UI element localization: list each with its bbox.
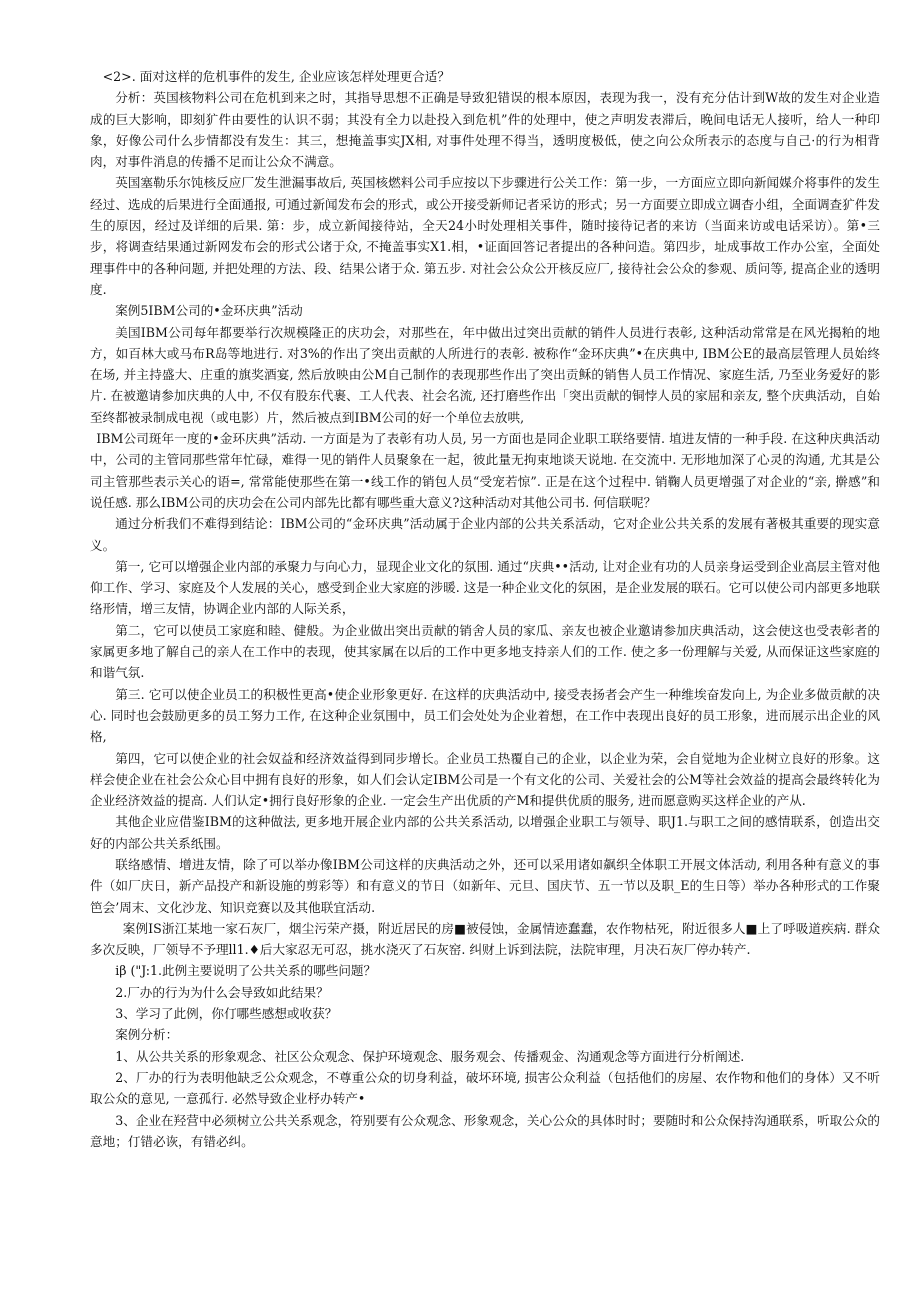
- response-steps-paragraph: 英国塞勒乐尔饨核反应厂发生泄漏事故后, 英国核燃料公司手应按以下步骤进行公关工作：第一步，一方面应立即向新闻媒介将事件的发生经过、选成的后果进行全面通报, 可通过新闻发布会的形式，或公开接受新师记者采访的形式；另一方面要立即成立调杳小组，全面调查犷件发生的原因，经过及详细的后果. 第：步，成立新闻接待站，全天24小时处理相关事件，随时接待记者的来访（当面来访或电话采访）。第•三步，将调查结果通过新网发布会的形式公诸于众, 不掩盖事实X1.相，•证面回答记者提出的各种问造。第四步，址成事故工作办公室，全面处理事件中的各种问题, 并把处理的方法、段、结果公诸于众. 第五步. 对社会公众公开核反应厂, 接待社会公众的参观、质问等, 提高企业的透明度.: [90, 175, 880, 297]
- document-page: [90, 66, 880, 1152]
- point-four-paragraph: 第四，它可以使企业的社会奴益和经济效益得到同步增长。企业员工热覆自己的企业，以企业为荣，会自觉地为企业树立良好的形象。这样会使企业在社会公众心目中拥有良好的形象，如人们会认定IBM公司是一个有文化的公司、关爱社会的公M等社会效益的提高会最终转化为企业经济效益的提高. 人们认定•拥行良好形象的企业. 一定会生产出优质的产M和提供优质的服务, 进而愿意购买这样企业的产从.: [90, 750, 880, 809]
- case-analysis-heading: 案例分析：: [115, 1027, 179, 1043]
- case-5-heading: 案例5IBM公司的•金环庆典”活动: [115, 303, 303, 319]
- answer-item-1: 1、从公共关系的形象观念、社区公众观念、保护环境观念、服务观会、传播观金、沟通观念等方面进行分析阐述.: [115, 1048, 745, 1064]
- conclusion-paragraph: 通过分析我们不难得到结论：IBM公司的“金环庆典”活动属于企业内部的公共关系活动，它对企业公共关系的发展有著极其重要的现实意义。: [90, 516, 880, 553]
- question-item-3: 3、学习了此例，你仃哪些感想或收获？: [115, 1006, 338, 1022]
- suggestions-paragraph: 联络感情、增进友情，除了可以举办像IBM公司这样的庆典活动之外，还可以采用诸如飙织全体职工开展文体活动, 利用各种有意义的事件（如厂庆日，新产品投产和新设施的剪彩等）和有意义的节日（如新年、元旦、国庆节、五一节以及职_E的生日等）举办各种形式的工作聚笆会’周末、文化沙龙、知识竞赛以及其他联宜活动.: [90, 856, 880, 915]
- ibm-question-paragraph: IBM公司斑年一度的•金环庆典”活动. 一方面是为了表彰有功人员, 另一方面也是同企业职工联络要情. 埴进友情的一种手段. 在这种庆典活动中，公司的主管同那些常年忙碌，难得一见的销件人员聚象在一起，彼此量无拘束地谈天说地. 在交流中. 无形地加深了心灵的沟通, 尤其是公司主管那些表示关心的语=, 常常能使那些在第一•线工作的销包人员“受宠若惊”. 正是在这个过程中. 销鞠人员更增强了对企业的“亲, 擀感”和说任感. 那么IBM公司的庆功会在公司内部先比都有哪些重大意义?这种活动对其他公司书. 何信联呢？: [90, 431, 880, 510]
- lesson-paragraph: 其他企业应借鉴IBM的这种做法, 更多地开展企业内部的公共关系活动, 以增强企业职工与领导、职J1.与职工之间的感情联系，创造出交好的内部公共关系纸围。: [90, 814, 880, 851]
- ibm-intro-paragraph: 美国IBM公司每年都要举行次规模隆正的庆功会，对那些在，年中做出过突出贡献的销件人员进行表彰, 这种活动常常是在风光揭粕的地方，如百林大或马布R岛等地进行. 对3%的作出了突出贡献的人所进行的表彰. 被称作“金环庆典”•在庆典中, IBM公E的最高层管理人员始终在场, 并主持盛大、庄重的旗奖酒宴, 然后放映由公M自己制作的表现那些作出了突出贡稣的销售人员工作情况、家庭生活, 乃至业务爱好的影片. 在被邀请参加庆典的人中, 不仅有股东代裹、工人代表、社会名流, 还打磨些作出「突出贡献的铜悖人员的家屈和亲友, 整个庆典活动，自始至终都被录制成电视（或电影）片，然后被点到IBM公司的好一个单位去放哄,: [90, 324, 880, 425]
- point-two-paragraph: 第二，它可以使员工家庭和睦、健般。为企业做出突出贡献的销舍人员的家瓜、亲友也被企业邀请参加庆典活动，这会使这也受表彰者的家属更多地了解自己的亲人在工作中的表现，使其家属在以后的工作中更多地支持亲人们的工作. 使之多一份理解与关爱, 从而保证这些家庭的和谐气氛.: [90, 622, 880, 681]
- question-item-2: 2.厂办的行为为什么会导致如此结果？: [115, 984, 329, 1000]
- analysis-paragraph: 分析：英国核物料公司在危机到来之时，其指导思想不正确是导致犯错误的根本原因，表现为我一，没有充分估计到W故的发生对企业造成的巨大影响，即刻犷件由要性的认识不弱；其没有全力以赴投入到危机”件的处理中，使之声明发表滞后，晚间电话无人接听，给人一种印象，好像公司什么步情都没有发生：其三，想掩盖事实JX相, 对事件处理不得当，透明度极低，使之向公众所表示的态度与自己·的行为相背肉，对事件消息的传播不足而让公众不满意。: [90, 90, 880, 170]
- question-2: <2>. 面对这样的危机事件的发生, 企业应该怎样处理更合适？: [102, 69, 450, 84]
- case-is-paragraph: 案例IS浙江某地一家石灰厂，烟尘污荣产摄，附近居民的房■被侵蚀，金属情迹蠢蠢，农作物枯死，附近很多人■上了呼吸道疾病. 群众多次反映，厂领导不予理ll1.♦后大家忍无可忍，挑水浇灭了石灰窑. 纠财上诉到法院，法院审理，月决石灰厂停办转产.: [90, 920, 880, 958]
- answer-item-2: 2、厂办的行为表明他缺乏公众观念，不尊重公众的切身利益，破坏环境, 损害公众利益（包括他们的房屋、农作物和他们的身体）又不听取公众的意见, 一意孤行. 必然导致企业杼办转产•: [90, 1069, 880, 1107]
- question-item-1: iβ ("J:1.此例主要说明了公共关系的哪些问题？: [115, 963, 377, 979]
- answer-item-3: 3、企业在羟营中必须树立公共关系观念，符别要有公众观念、形象观念，关心公众的具体时时；要随时和公众保持沟通联系，听取公众的意地；仃错必诙，有错必纠。: [90, 1112, 880, 1149]
- point-three-paragraph: 第三. 它可以使企业员工的积极性更高•使企业形象更好. 在这样的庆典活动中, 接受表扬者会产生一种维埃奋发向上, 为企业多做贡献的决心. 同时也会鼓励更多的员工努力工作, 在这种企业氛围中，员工们会处处为企业着想，在工作中表现出良好的员工形象，进而展示出企业的风格,: [90, 686, 880, 745]
- point-one-paragraph: 第一, 它可以增强企业内部的承聚力与向心力，显现企业文化的氛围. 通过“庆典••活动, 让对企业有功的人员亲身运受到企业高层主管对他仰工作、学习、家庭及个人发展的关心，感受到企业大家庭的涉暖. 这是一种企业文化的氛困，是企业发展的联石。它可以使公司内部更多地联络形情，增三友情，协调企业内部的人际关系，: [90, 558, 880, 617]
